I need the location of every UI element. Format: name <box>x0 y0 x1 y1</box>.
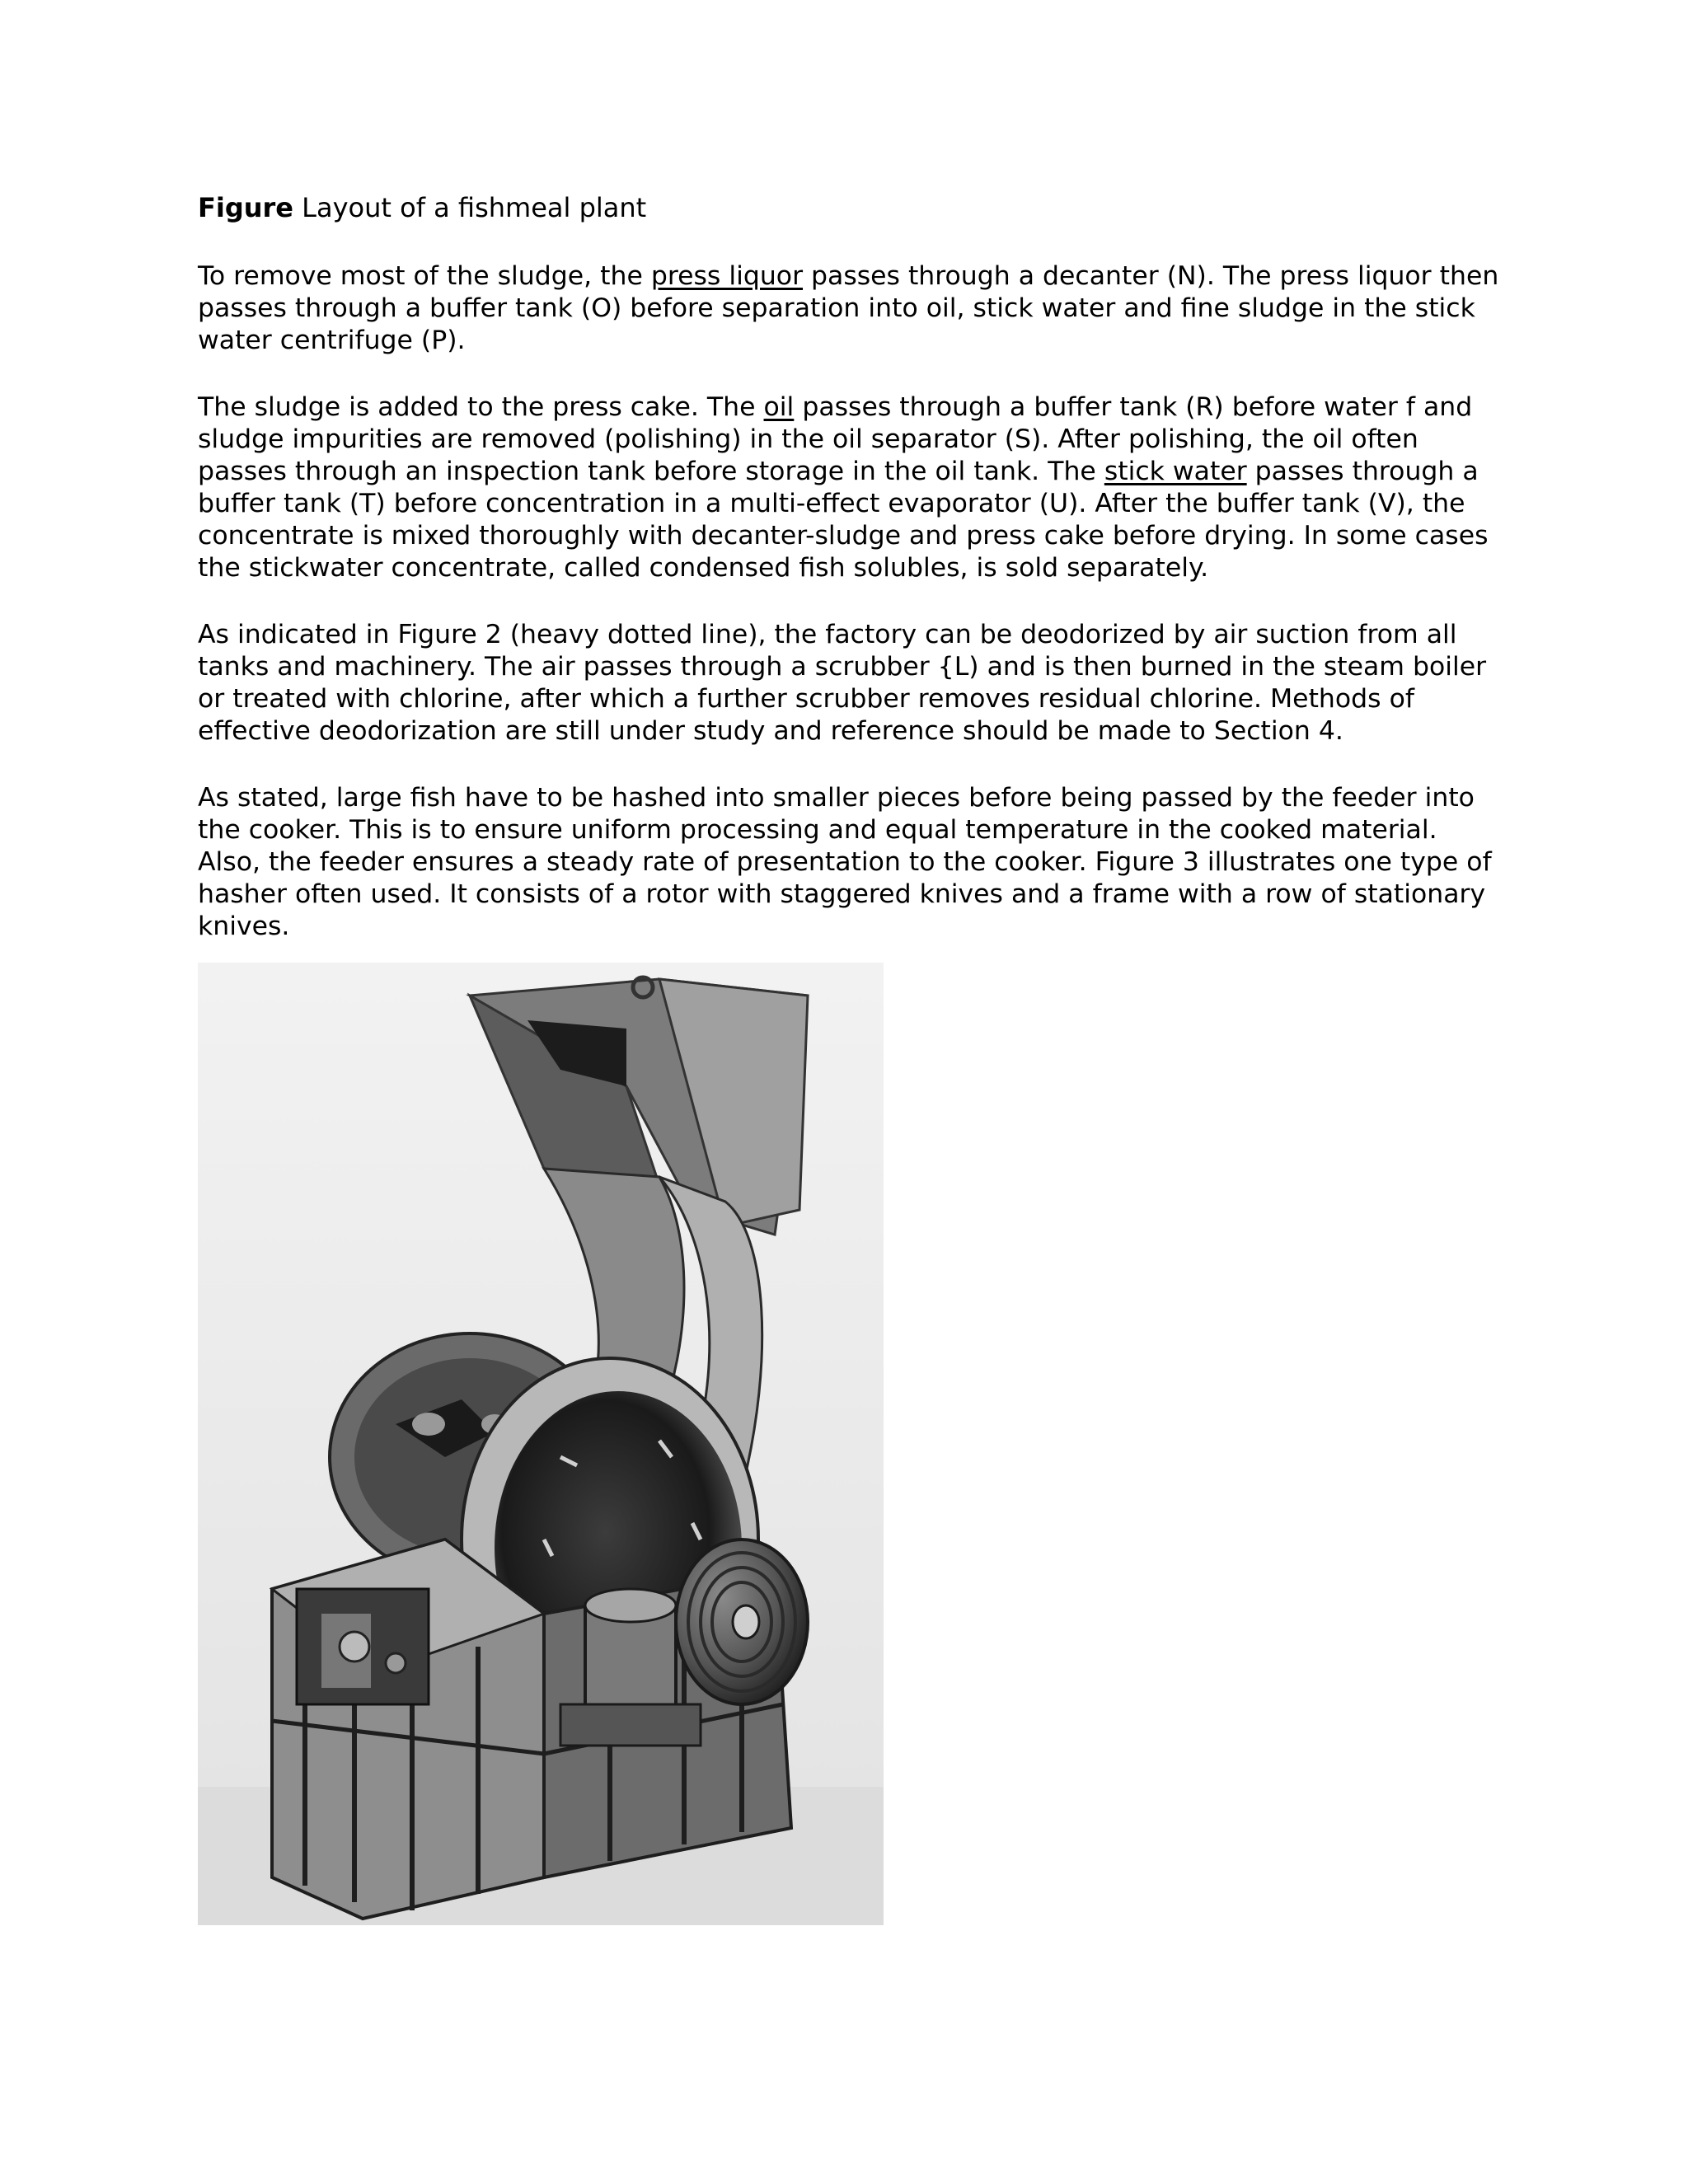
figure-caption-text: Layout of a fishmeal plant <box>302 192 647 223</box>
paragraph-press-liquor <box>198 260 1500 357</box>
figure-caption-label: Figure <box>198 192 293 223</box>
text-run: To remove most of the sludge, the <box>198 261 651 291</box>
document-page <box>198 191 1500 977</box>
paragraph-deodorization: As indicated in Figure 2 (heavy dotted line), the factory can be deodorized by air suction from all tanks and machinery. The air passes through a scrubber {L) and is then burned in the steam boiler or treated with chlorine, after which a further scrubber removes residual chlorine. Methods of effective deodorization are still under study and reference should be made to Section 4. <box>198 620 1487 746</box>
text-run: The sludge is added to the press cake. The <box>198 392 764 422</box>
term-press-liquor: press liquor <box>650 261 804 291</box>
text-run: passes through a buffer tank (R) before water f and sludge impurities are removed (polishing) in the oil separator (S). After polishing, the oil often passes through an inspection tank before storage in the oil tank. The <box>198 392 1473 486</box>
paragraph-hasher: As stated, large fish have to be hashed into smaller pieces before being passed by the feeder into the cooker. This is to ensure uniform processing and equal temperature in the cooked material. Also, the feeder ensures a steady rate of presentation to the cooker. Figure 3 illustrates one type of hasher often used. It consists of a rotor with staggered knives and a frame with a row of stationary knives. <box>198 783 1492 941</box>
text-run: passes through a decanter (N). The press liquor then passes through a buffer tank (O) before separation into oil, stick water and fine sludge in the stick water centrifuge (P). <box>198 261 1499 355</box>
figure-caption <box>198 191 1500 224</box>
term-oil: oil <box>763 392 795 422</box>
hasher-machine-illustration <box>198 963 884 1925</box>
text-run: passes through a buffer tank (T) before concentration in a multi-effect evaporator (U). After the buffer tank (V), the concentrate is mixed thoroughly with decanter-sludge and press cake before drying. In some cases the stickwater concentrate, called condensed fish solubles, is sold separately. <box>198 457 1489 583</box>
term-stick-water: stick water <box>1104 457 1247 486</box>
paragraph-oil-stickwater <box>198 391 1500 584</box>
hasher-machine-photo <box>198 963 884 1925</box>
